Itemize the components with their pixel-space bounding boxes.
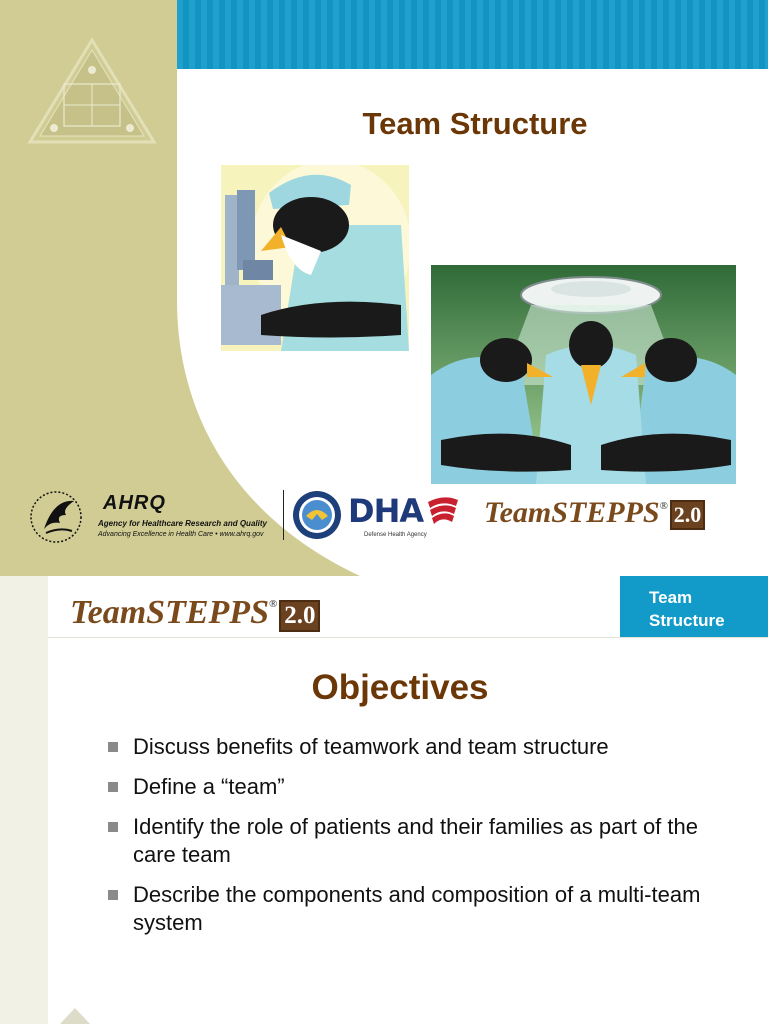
section-tab-label: Team Structure [649,588,725,630]
slide-title: Team Structure [362,106,588,141]
teamstepps-triangle-icon [26,36,158,146]
teamstepps-word: TeamSTEPPS [70,594,269,631]
dha-logo [348,492,464,542]
bullet-square-icon [108,822,118,832]
slide-title: Objectives [311,668,489,707]
dha-flag-icon [426,494,460,526]
teamstepps-version-badge: 2.0 [670,500,706,530]
list-item-text: Discuss benefits of teamwork and team structure [133,734,609,759]
ahrq-brand: AHRQ [103,492,166,514]
teamstepps-word: TeamSTEPPS [484,496,660,529]
bullet-square-icon [108,742,118,752]
logo-divider [283,490,284,540]
hhs-eagle-icon [26,489,90,545]
list-item [108,733,728,761]
teamstepps-reg-mark: ® [659,500,668,512]
bullet-square-icon [108,782,118,792]
teamstepps-triangle-icon [60,1008,90,1024]
list-item-text: Describe the components and composition of a multi-team system [133,882,701,935]
dod-seal-icon [292,490,342,540]
teamstepps-reg-mark: ® [269,598,278,610]
header-bar [177,0,768,69]
list-item [108,773,728,801]
ahrq-agency-name: Agency for Healthcare Research and Quality [98,519,267,528]
section-tab [620,576,768,637]
teamstepps-version-badge: 2.0 [279,600,320,632]
header-rule [48,637,768,638]
surgeon-microscope-illustration [221,165,409,351]
teamstepps-logo [70,594,320,632]
teamstepps-logo [484,496,705,530]
slide-objectives [0,576,768,1024]
ahrq-logo [95,490,285,544]
ahrq-tagline: Advancing Excellence in Health Care • www.ahrq.gov [98,531,264,538]
list-item-text: Identify the role of patients and their families as part of the care team [133,814,698,867]
list-item [108,813,728,869]
dha-brand: DHA [348,492,424,530]
bullet-square-icon [108,890,118,900]
dha-subtitle: Defense Health Agency [364,532,427,538]
objectives-list [108,733,728,949]
list-item-text: Define a “team” [133,774,285,799]
list-item [108,881,728,937]
surgical-team-illustration [431,265,736,484]
